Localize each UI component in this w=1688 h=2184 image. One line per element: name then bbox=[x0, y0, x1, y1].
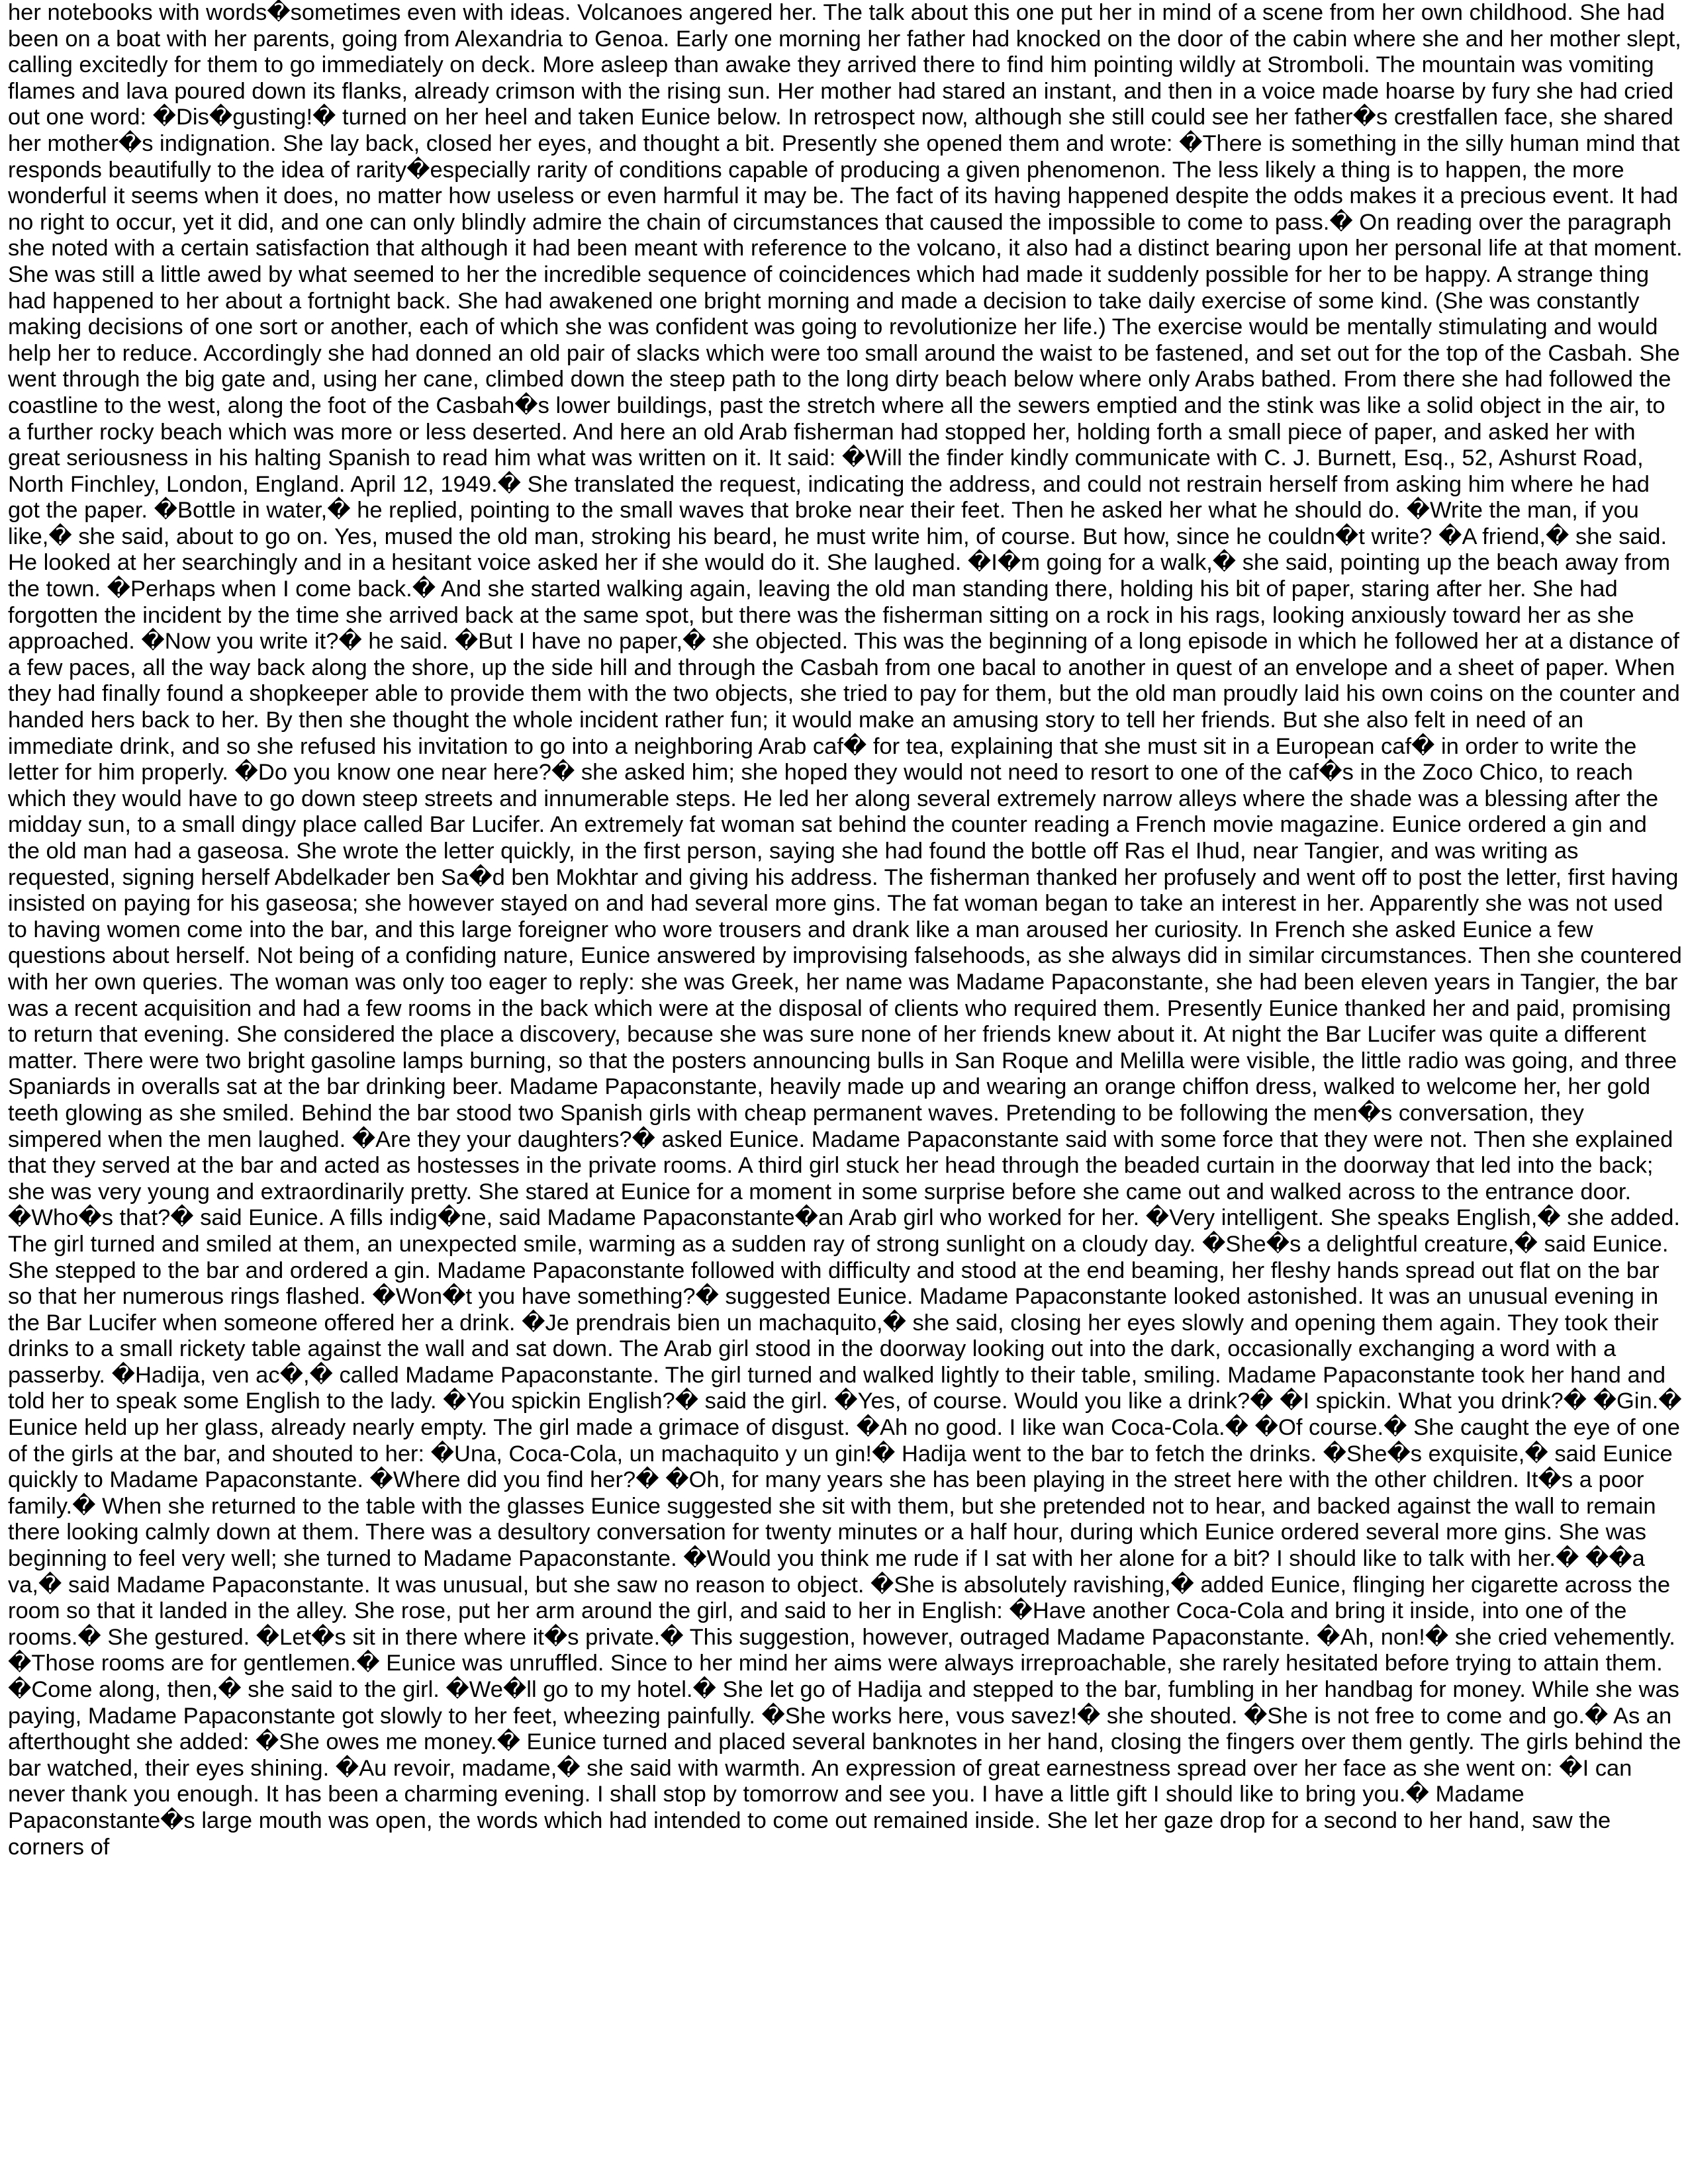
document-page bbox=[8, 0, 1683, 2184]
body-paragraph: her notebooks with words�sometimes even with ideas. Volcanoes angered her. The talk about this one put her in mind of a scene from her own childhood. She had been on a boat with her parents, going from Alexandria to Genoa. Early one morning her father had knocked on the door of the cabin where she and her mother slept, calling excitedly for them to go immediately on deck. More asleep than awake they arrived there to find him pointing wildly at Stromboli. The mountain was vomiting flames and lava poured down its flanks, already crimson with the rising sun. Her mother had stared an instant, and then in a voice made hoarse by fury she had cried out one word: �Dis�gusting!� turned on her heel and taken Eunice below. In retrospect now, although she still could see her father�s crestfallen face, she shared her mother�s indignation. She lay back, closed her eyes, and thought a bit. Presently she opened them and wrote: �There is something in the silly human mind that responds beautifully to the idea of rarity�especially rarity of conditions capable of producing a given phenomenon. The less likely a thing is to happen, the more wonderful it seems when it does, no matter how useless or even harmful it may be. The fact of its having happened despite the odds makes it a precious event. It had no right to occur, yet it did, and one can only blindly admire the chain of circumstances that caused the impossible to come to pass.� On reading over the paragraph she noted with a certain satisfaction that although it had been meant with reference to the volcano, it also had a distinct bearing upon her personal life at that moment. She was still a little awed by what seemed to her the incredible sequence of coincidences which had made it suddenly possible for her to be happy. A strange thing had happened to her about a fortnight back. She had awakened one bright morning and made a decision to take daily exercise of some kind. (She was constantly making decisions of one sort or another, each of which she was confident was going to revolutionize her life.) The exercise would be mentally stimulating and would help her to reduce. Accordingly she had donned an old pair of slacks which were too small around the waist to be fastened, and set out for the top of the Casbah. She went through the big gate and, using her cane, climbed down the steep path to the long dirty beach below where only Arabs bathed. From there she had followed the coastline to the west, along the foot of the Casbah�s lower buildings, past the stretch where all the sewers emptied and the stink was like a solid object in the air, to a further rocky beach which was more or less deserted. And here an old Arab fisherman had stopped her, holding forth a small piece of paper, and asked her with great seriousness in his halting Spanish to read him what was written on it. It said: �Will the finder kindly communicate with C. J. Burnett, Esq., 52, Ashurst Road, North Finchley, London, England. April 12, 1949.� She translated the request, indicating the address, and could not restrain herself from asking him where he had got the paper. �Bottle in water,� he replied, pointing to the small waves that broke near their feet. Then he asked her what he should do. �Write the man, if you like,� she said, about to go on. Yes, mused the old man, stroking his beard, he must write him, of course. But how, since he couldn�t write? �A friend,� she said. He looked at her searchingly and in a hesitant voice asked her if she would do it. She laughed. �I�m going for a walk,� she said, pointing up the beach away from the town. �Perhaps when I come back.� And she started walking again, leaving the old man standing there, holding his bit of paper, staring after her. She had forgotten the incident by the time she arrived back at the same spot, but there was the fisherman sitting on a rock in his rags, looking anxiously toward her as she approached. �Now you write it?� he said. �But I have no paper,� she objected. This was the beginning of a long episode in which he followed her at a distance of a few paces, all the way back along the shore, up the side hill and through the Casbah from one bacal to another in quest of an envelope and a sheet of paper. When they had finally found a shopkeeper able to provide them with the two objects, she tried to pay for them, but the old man proudly laid his own coins on the counter and handed hers back to her. By then she thought the whole incident rather fun; it would make an amusing story to tell her friends. But she also felt in need of an immediate drink, and so she refused his invitation to go into a neighboring Arab caf� for tea, explaining that she must sit in a European caf� in order to write the letter for him properly. �Do you know one near here?� she asked him; she hoped they would not need to resort to one of the caf�s in the Zoco Chico, to reach which they would have to go down steep streets and innumerable steps. He led her along several extremely narrow alleys where the shade was a blessing after the midday sun, to a small dingy place called Bar Lucifer. An extremely fat woman sat behind the counter reading a French movie magazine. Eunice ordered a gin and the old man had a gaseosa. She wrote the letter quickly, in the first person, saying she had found the bottle off Ras el Ihud, near Tangier, and was writing as requested, signing herself Abdelkader ben Sa�d ben Mokhtar and giving his address. The fisherman thanked her profusely and went off to post the letter, first having insisted on paying for his gaseosa; she however stayed on and had several more gins. The fat woman began to take an interest in her. Apparently she was not used to having women come into the bar, and this large foreigner who wore trousers and drank like a man aroused her curiosity. In French she asked Eunice a few questions about herself. Not being of a confiding nature, Eunice answered by improvising falsehoods, as she always did in similar circumstances. Then she countered with her own queries. The woman was only too eager to reply: she was Greek, her name was Madame Papaconstante, she had been eleven years in Tangier, the bar was a recent acquisition and had a few rooms in the back which were at the disposal of clients who required them. Presently Eunice thanked her and paid, promising to return that evening. She considered the place a discovery, because she was sure none of her friends knew about it. At night the Bar Lucifer was quite a different matter. There were two bright gasoline lamps burning, so that the posters announcing bulls in San Roque and Melilla were visible, the little radio was going, and three Spaniards in overalls sat at the bar drinking beer. Madame Papaconstante, heavily made up and wearing an orange chiffon dress, walked to welcome her, her gold teeth glowing as she smiled. Behind the bar stood two Spanish girls with cheap permanent waves. Pretending to be following the men�s conversation, they simpered when the men laughed. �Are they your daughters?� asked Eunice. Madame Papaconstante said with some force that they were not. Then she explained that they served at the bar and acted as hostesses in the private rooms. A third girl stuck her head through the beaded curtain in the doorway that led into the back; she was very young and extraordinarily pretty. She stared at Eunice for a moment in some surprise before she came out and walked across to the entrance door. �Who�s that?� said Eunice. A fills indig�ne, said Madame Papaconstante�an Arab girl who worked for her. �Very intelligent. She speaks English,� she added. The girl turned and smiled at them, an unexpected smile, warming as a sudden ray of strong sunlight on a cloudy day. �She�s a delightful creature,� said Eunice. She stepped to the bar and ordered a gin. Madame Papaconstante followed with difficulty and stood at the end beaming, her fleshy hands spread out flat on the bar so that her numerous rings flashed. �Won�t you have something?� suggested Eunice. Madame Papaconstante looked astonished. It was an unusual evening in the Bar Lucifer when someone offered her a drink. �Je prendrais bien un machaquito,� she said, closing her eyes slowly and opening them again. They took their drinks to a small rickety table against the wall and sat down. The Arab girl stood in the doorway looking out into the dark, occasionally exchanging a word with a passerby. �Hadija, ven ac�,� called Madame Papaconstante. The girl turned and walked lightly to their table, smiling. Madame Papaconstante took her hand and told her to speak some English to the lady. �You spickin English?� said the girl. �Yes, of course. Would you like a drink?� �I spickin. What you drink?� �Gin.� Eunice held up her glass, already nearly empty. The girl made a grimace of disgust. �Ah no good. I like wan Coca-Cola.� �Of course.� She caught the eye of one of the girls at the bar, and shouted to her: �Una, Coca-Cola, un machaquito y un gin!� Hadija went to the bar to fetch the drinks. �She�s exquisite,� said Eunice quickly to Madame Papaconstante. �Where did you find her?� �Oh, for many years she has been playing in the street here with the other children. It�s a poor family.� When she returned to the table with the glasses Eunice suggested she sit with them, but she pretended not to hear, and backed against the wall to remain there looking calmly down at them. There was a desultory conversation for twenty minutes or a half hour, during which Eunice ordered several more gins. She was beginning to feel very well; she turned to Madame Papaconstante. �Would you think me rude if I sat with her alone for a bit? I should like to talk with her.� ��a va,� said Madame Papaconstante. It was unusual, but she saw no reason to object. �She is absolutely ravishing,� added Eunice, flinging her cigarette across the room so that it landed in the alley. She rose, put her arm around the girl, and said to her in English: �Have another Coca-Cola and bring it inside, into one of the rooms.� She gestured. �Let�s sit in there where it�s private.� This suggestion, however, outraged Madame Papaconstante. �Ah, non!� she cried vehemently. �Those rooms are for gentlemen.� Eunice was unruffled. Since to her mind her aims were always irreproachable, she rarely hesitated before trying to attain them. �Come along, then,� she said to the girl. �We�ll go to my hotel.� She let go of Hadija and stepped to the bar, fumbling in her handbag for money. While she was paying, Madame Papaconstante got slowly to her feet, wheezing painfully. �She works here, vous savez!� she shouted. �She is not free to come and go.� As an afterthought she added: �She owes me money.� Eunice turned and placed several banknotes in her hand, closing the fingers over them gently. The girls behind the bar watched, their eyes shining. �Au revoir, madame,� she said with warmth. An expression of great earnestness spread over her face as she went on: �I can never thank you enough. It has been a charming evening. I shall stop by tomorrow and see you. I have a little gift I should like to bring you.� Madame Papaconstante�s large mouth was open, the words which had intended to come out remained inside. She let her gaze drop for a second to her hand, saw the corners of bbox=[8, 0, 1683, 1860]
